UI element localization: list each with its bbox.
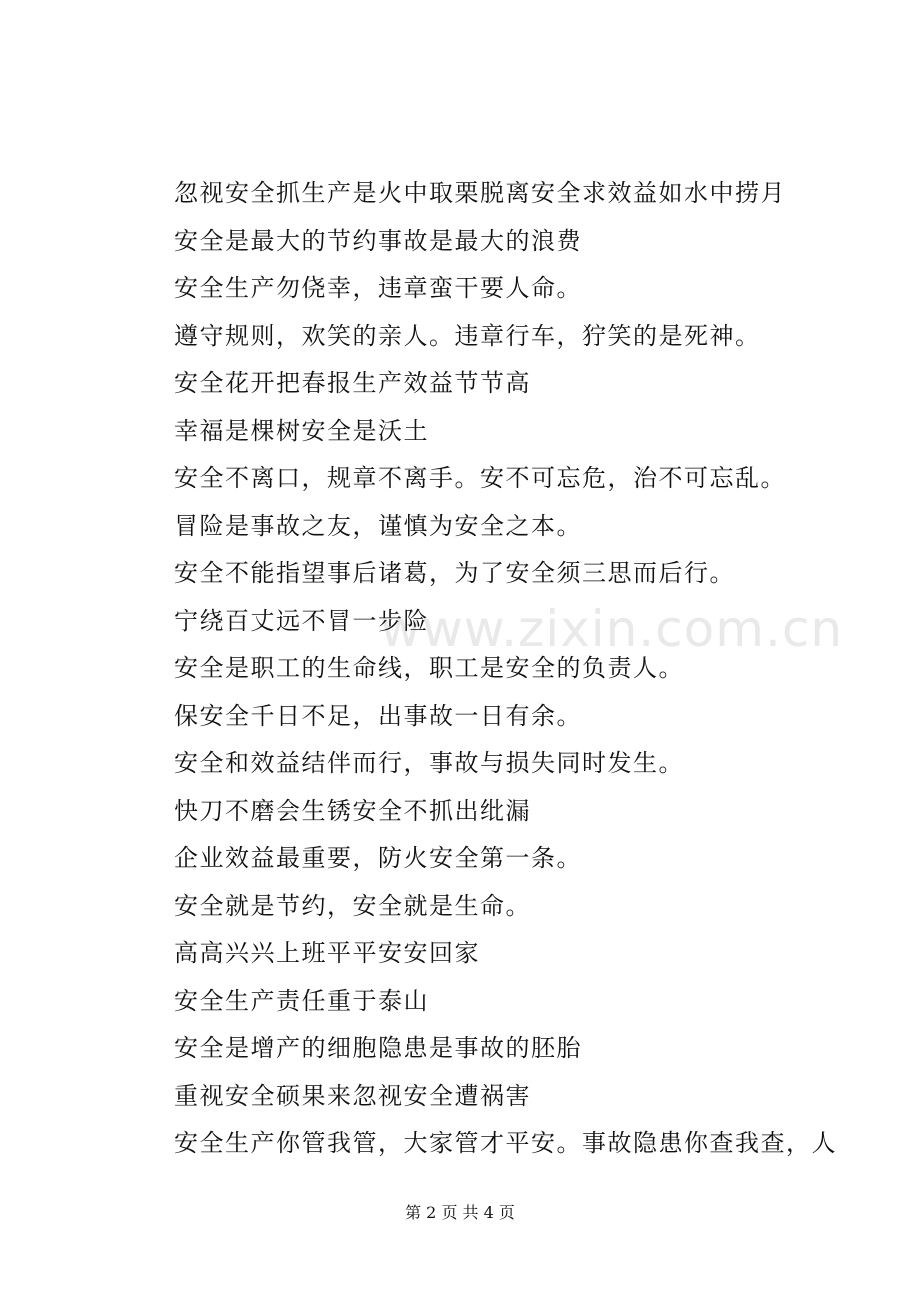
- text-line: 宁绕百丈远不冒一步险: [174, 606, 429, 635]
- document-body: [174, 170, 874, 1168]
- text-line: 遵守规则，欢笑的亲人。违章行车，狞笑的是死神。: [174, 321, 761, 350]
- text-line: 安全是职工的生命线，职工是安全的负责人。: [174, 654, 684, 682]
- text-line: 忽视安全抓生产是火中取栗脱离安全求效益如水中捞月: [174, 179, 786, 207]
- text-line: 保安全千日不足，出事故一日有余。: [174, 701, 582, 730]
- text-line: 安全生产责任重于泰山: [174, 986, 429, 1015]
- text-line: 安全是增产的细胞隐患是事故的胚胎: [174, 1034, 582, 1062]
- text-line: 安全生产勿侥幸，违章蛮干要人命。: [174, 274, 582, 302]
- text-line: 安全是最大的节约事故是最大的浪费: [174, 226, 582, 255]
- text-line: 安全就是节约，安全就是生命。: [174, 891, 531, 920]
- text-line: 高高兴兴上班平平安安回家: [174, 939, 480, 967]
- text-line: 安全不离口，规章不离手。安不可忘危，治不可忘乱。: [174, 464, 786, 492]
- watermark: www.zixin.com.cn: [380, 600, 844, 658]
- text-line: 安全不能指望事后诸葛，为了安全须三思而后行。: [174, 559, 735, 587]
- page-number-footer: 第 2 页 共 4 页: [405, 1203, 515, 1222]
- text-line: 安全花开把春报生产效益节节高: [174, 369, 531, 397]
- text-line: 冒险是事故之友，谨慎为安全之本。: [174, 511, 582, 540]
- text-line: 企业效益最重要，防火安全第一条。: [174, 844, 582, 872]
- text-line: 安全生产你管我管，大家管才平安。事故隐患你查我查，人: [174, 1129, 837, 1157]
- text-line: 幸福是棵树安全是沃土: [174, 416, 429, 445]
- text-line: 安全和效益结伴而行，事故与损失同时发生。: [174, 749, 684, 777]
- text-line: 重视安全硕果来忽视安全遭祸害: [174, 1081, 531, 1110]
- text-line: 快刀不磨会生锈安全不抓出纰漏: [174, 796, 531, 825]
